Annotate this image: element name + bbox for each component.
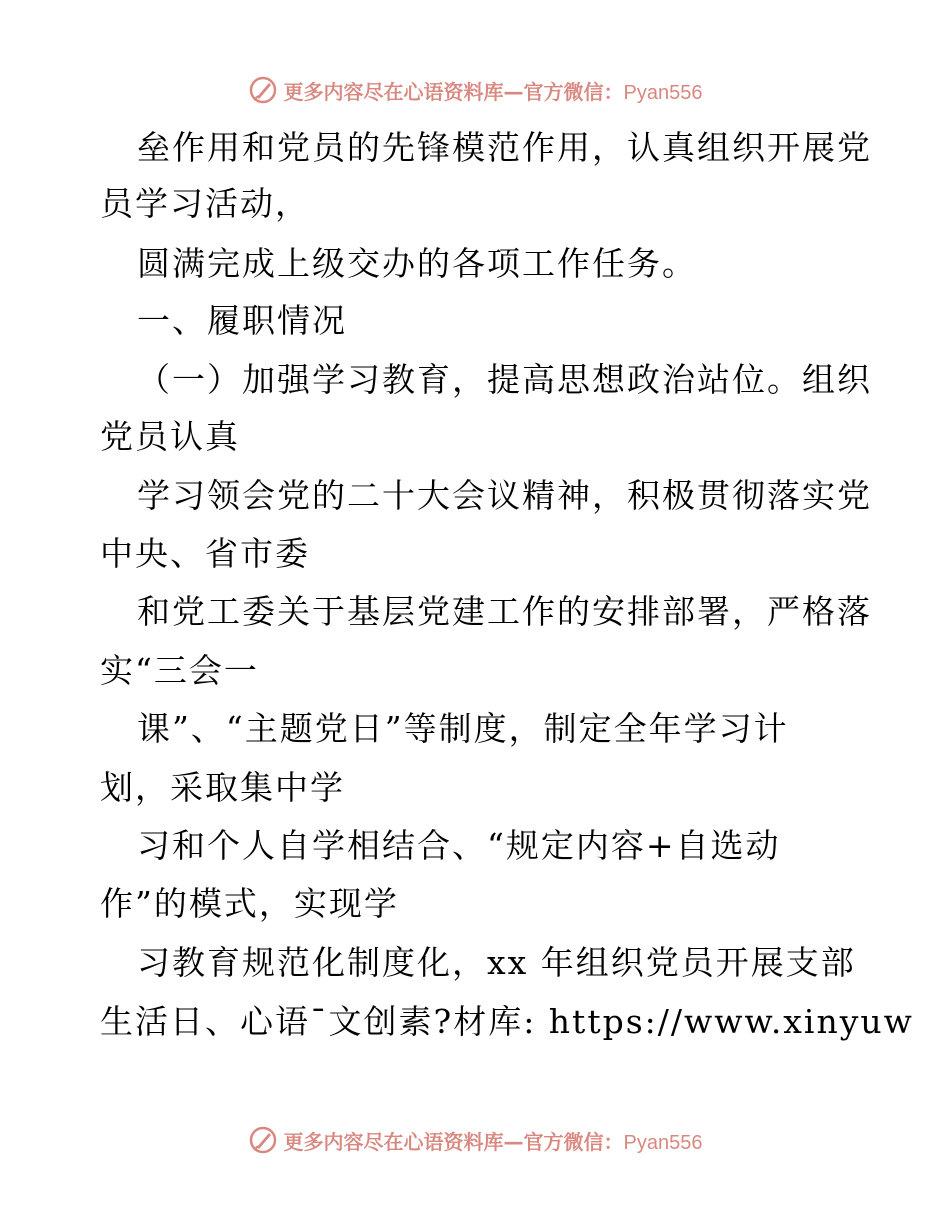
banner-wechat-handle: Pyan556	[623, 1131, 703, 1154]
body-line: 习教育规范化制度化，xx 年组织党员开展支部	[137, 943, 856, 982]
feather-pen-logo-icon	[248, 1125, 278, 1155]
banner-text	[284, 76, 703, 105]
body-line: 生活日、心语¯文创素?材库: https://www.xinyuw	[100, 1002, 914, 1041]
banner-slogan: 更多内容尽在心语资料库—官方微信：	[283, 79, 624, 104]
body-line: 实“三会一	[100, 651, 259, 690]
body-line: 党员认真	[100, 417, 240, 456]
body-line: 学习领会党的二十大会议精神，积极贯彻落实党	[137, 476, 872, 515]
body-line: 和党工委关于基层党建工作的安排部署，严格落	[137, 592, 872, 631]
body-line: 一、履职情况	[137, 301, 347, 340]
banner-text	[284, 1126, 703, 1155]
banner-slogan: 更多内容尽在心语资料库—官方微信：	[283, 1129, 624, 1154]
header-banner	[0, 70, 950, 110]
body-line: （一）加强学习教育，提高思想政治站位。组织	[137, 360, 872, 399]
body-line: 员学习活动，	[100, 184, 310, 223]
feather-pen-logo-icon	[248, 75, 278, 105]
body-line: 中央、省市委	[100, 534, 310, 573]
footer-banner	[0, 1120, 950, 1160]
body-line: 圆满完成上级交办的各项工作任务。	[137, 244, 697, 283]
body-line: 作”的模式，实现学	[100, 884, 399, 923]
body-line: 课”、“主题党日”等制度，制定全年学习计	[137, 709, 789, 748]
banner-wechat-handle: Pyan556	[623, 81, 703, 104]
body-line: 垒作用和党员的先锋模范作用，认真组织开展党	[137, 128, 872, 167]
body-line: 习和个人自学相结合、“规定内容+自选动	[137, 826, 781, 865]
body-line: 划，采取集中学	[100, 768, 345, 807]
